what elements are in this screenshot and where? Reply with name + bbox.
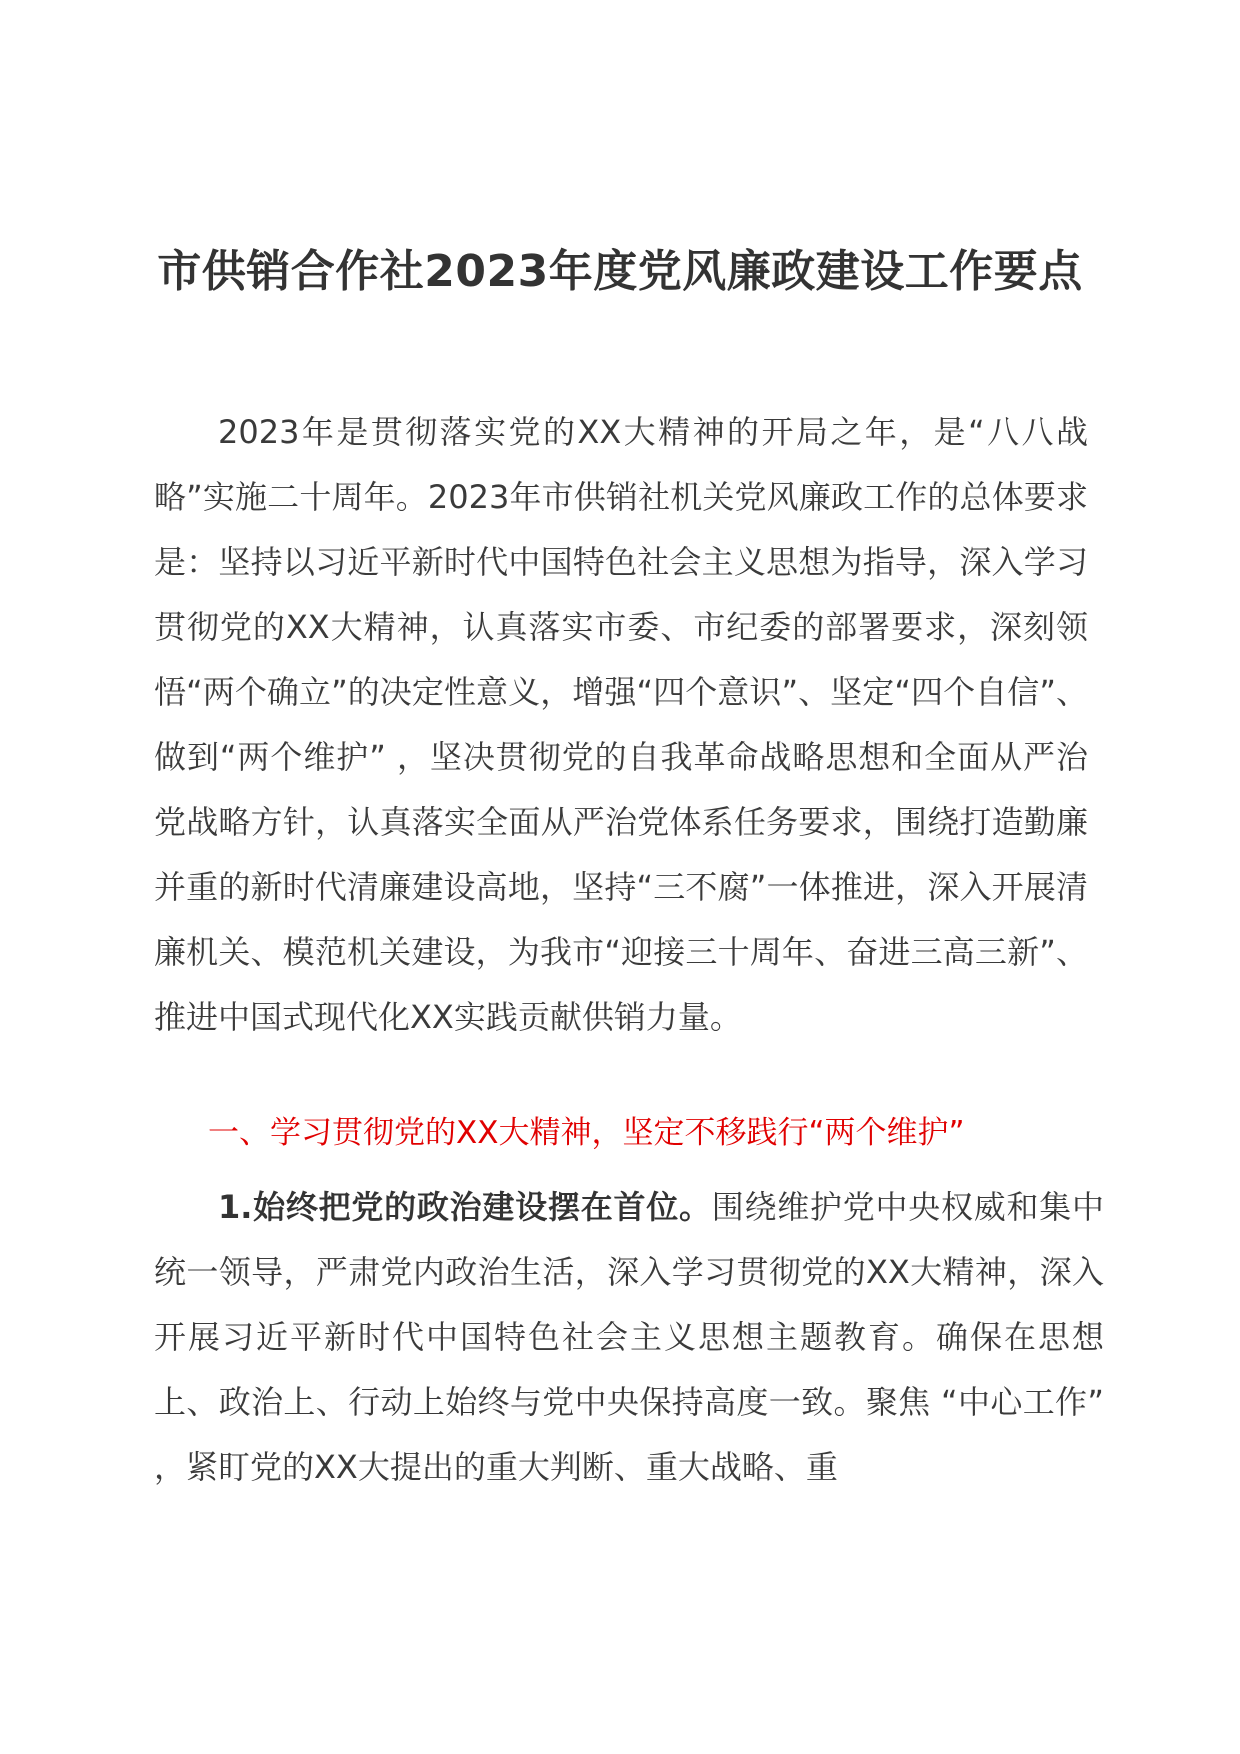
intro-block — [154, 400, 1088, 1050]
section-1-block — [154, 1175, 1104, 1500]
item-1-lead: 1.始终把党的政治建设摆在首位。 — [218, 1188, 712, 1226]
item-1-text: 围绕维护党中央权威和集中统一领导，严肃党内政治生活，深入学习贯彻党的XX大精神，深入开展习近平新时代中国特色社会主义思想主题教育。确保在思想上、政治上、行动上始终与党中央保持高度一致。聚焦 “中心工作” ，紧盯党的XX大提出的重大判断、重大战略、重 — [154, 1188, 1104, 1486]
document-title: 市供销合作社2023年度党风廉政建设工作要点 — [157, 246, 1083, 297]
intro-paragraph: 2023年是贯彻落实党的XX大精神的开局之年，是“八八战略”实施二十周年。2023年市供销社机关党风廉政工作的总体要求是：坚持以习近平新时代中国特色社会主义思想为指导，深入学习贯彻党的XX大精神，认真落实市委、市纪委的部署要求，深刻领悟“两个确立”的决定性意义，增强“四个意识”、坚定“四个自信”、做到“两个维护” ，坚决贯彻党的自我革命战略思想和全面从严治党战略方针，认真落实全面从严治党体系任务要求，围绕打造勤廉并重的新时代清廉建设高地，坚持“三不腐”一体推进，深入开展清廉机关、模范机关建设，为我市“迎接三十周年、奋进三高三新”、推进中国式现代化XX实践贡献供销力量。 — [154, 413, 1088, 1036]
section-heading-1: 一、学习贯彻党的XX大精神，坚定不移践行“两个维护” — [208, 1115, 965, 1151]
item-1-paragraph — [154, 1175, 1104, 1500]
